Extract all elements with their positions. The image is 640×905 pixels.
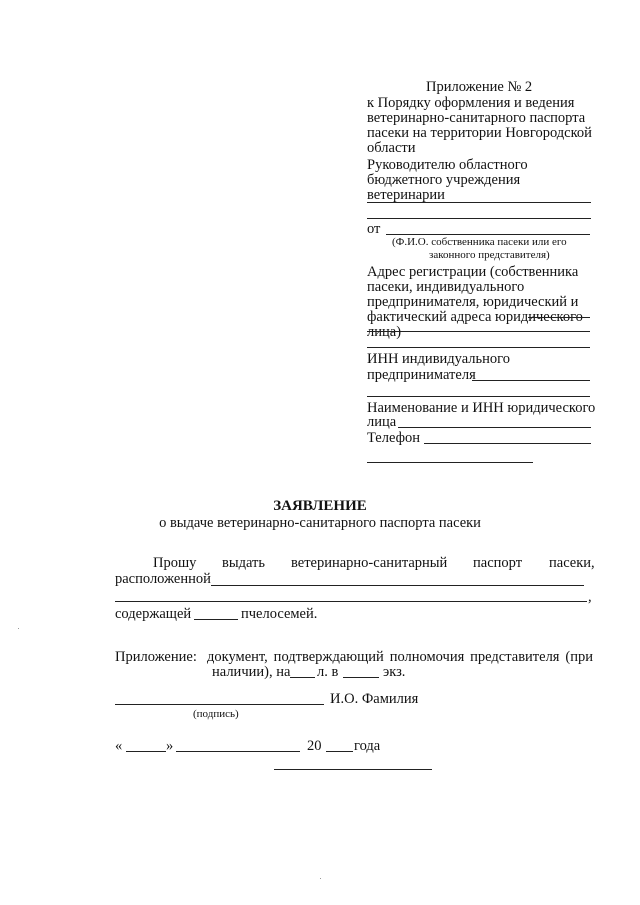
inn-ip-line-2[interactable] (367, 396, 590, 397)
statement-word-2: выдать (222, 555, 265, 571)
attachment-line-1: документ, подтверждающий полномочия представителя (при (207, 649, 593, 665)
statement-word-3: ветеринарно-санитарный (291, 555, 448, 571)
signature-line[interactable] (115, 704, 324, 705)
addressee-line-2[interactable] (367, 218, 591, 219)
pages-line[interactable] (290, 677, 315, 678)
signature-hint: (подпись) (193, 708, 239, 720)
date-year-line[interactable] (326, 751, 353, 752)
location-comma: , (588, 589, 592, 605)
fio-hint-2: законного представителя) (429, 249, 550, 261)
location-line-2[interactable] (115, 601, 587, 602)
statement-word-4: паспорт (473, 555, 523, 571)
date-year-suffix: года (354, 738, 381, 754)
bee-colonies-label: пчелосемей. (241, 606, 318, 622)
addressee-head: Руководителю областного бюджетного учреждения ветеринарии (367, 157, 528, 203)
scan-speck (18, 628, 19, 629)
address-line-2[interactable] (367, 347, 590, 348)
phone-line[interactable] (424, 443, 591, 444)
legal-label-2: лица (367, 414, 397, 430)
date-day-line[interactable] (126, 751, 166, 752)
phone-label: Телефон (367, 430, 420, 446)
date-close-quote: » (166, 738, 174, 754)
attachment-line-2a: наличии), на (212, 664, 291, 680)
addressee-line-1[interactable] (367, 202, 591, 203)
bee-count-line[interactable] (194, 619, 238, 620)
attachment-line-2b: л. в (317, 664, 339, 680)
containing-label: содержащей (115, 606, 192, 622)
located-label: расположенной (115, 571, 211, 587)
signer-name: И.О. Фамилия (330, 691, 419, 707)
date-year-prefix: 20 (307, 738, 322, 754)
attachment-label: Приложение: (115, 649, 197, 665)
fio-hint-1: (Ф.И.О. собственника пасеки или его (392, 236, 567, 248)
statement-word-1: Прошу (153, 555, 197, 571)
inn-ip-label-2: предпринимателя (367, 367, 476, 383)
statement-word-5: пасеки, (549, 555, 595, 571)
copies-line[interactable] (343, 677, 379, 678)
from-label: от (367, 221, 381, 237)
inn-ip-label-1: ИНН индивидуального (367, 351, 510, 367)
from-name-line[interactable] (386, 234, 590, 235)
legal-label-1: Наименование и ИНН юридического (367, 400, 596, 416)
scan-speck (320, 878, 321, 879)
location-line-1[interactable] (211, 585, 584, 586)
address-line-0[interactable] (528, 317, 590, 318)
address-label: Адрес регистрации (собственника пасеки, индивидуального предпринимателя, юридический и фактический адреса юридического лица) (367, 264, 583, 340)
annex-subtitle: к Порядку оформления и ведения ветеринарно-санитарного паспорта пасеки на территории Новгородской области (367, 95, 592, 156)
date-open-quote: « (115, 738, 123, 754)
address-line-1[interactable] (367, 331, 590, 332)
phone-line-2[interactable] (367, 462, 533, 463)
annex-title: Приложение № 2 (426, 79, 533, 95)
statement-subtitle: о выдаче ветеринарно-санитарного паспорта пасеки (159, 515, 481, 531)
inn-ip-line[interactable] (472, 380, 590, 381)
attachment-line-2c: экз. (383, 664, 406, 680)
date-month-line[interactable] (176, 751, 300, 752)
legal-line[interactable] (398, 427, 591, 428)
statement-title: ЗАЯВЛЕНИЕ (273, 498, 367, 514)
bottom-line[interactable] (274, 769, 432, 770)
